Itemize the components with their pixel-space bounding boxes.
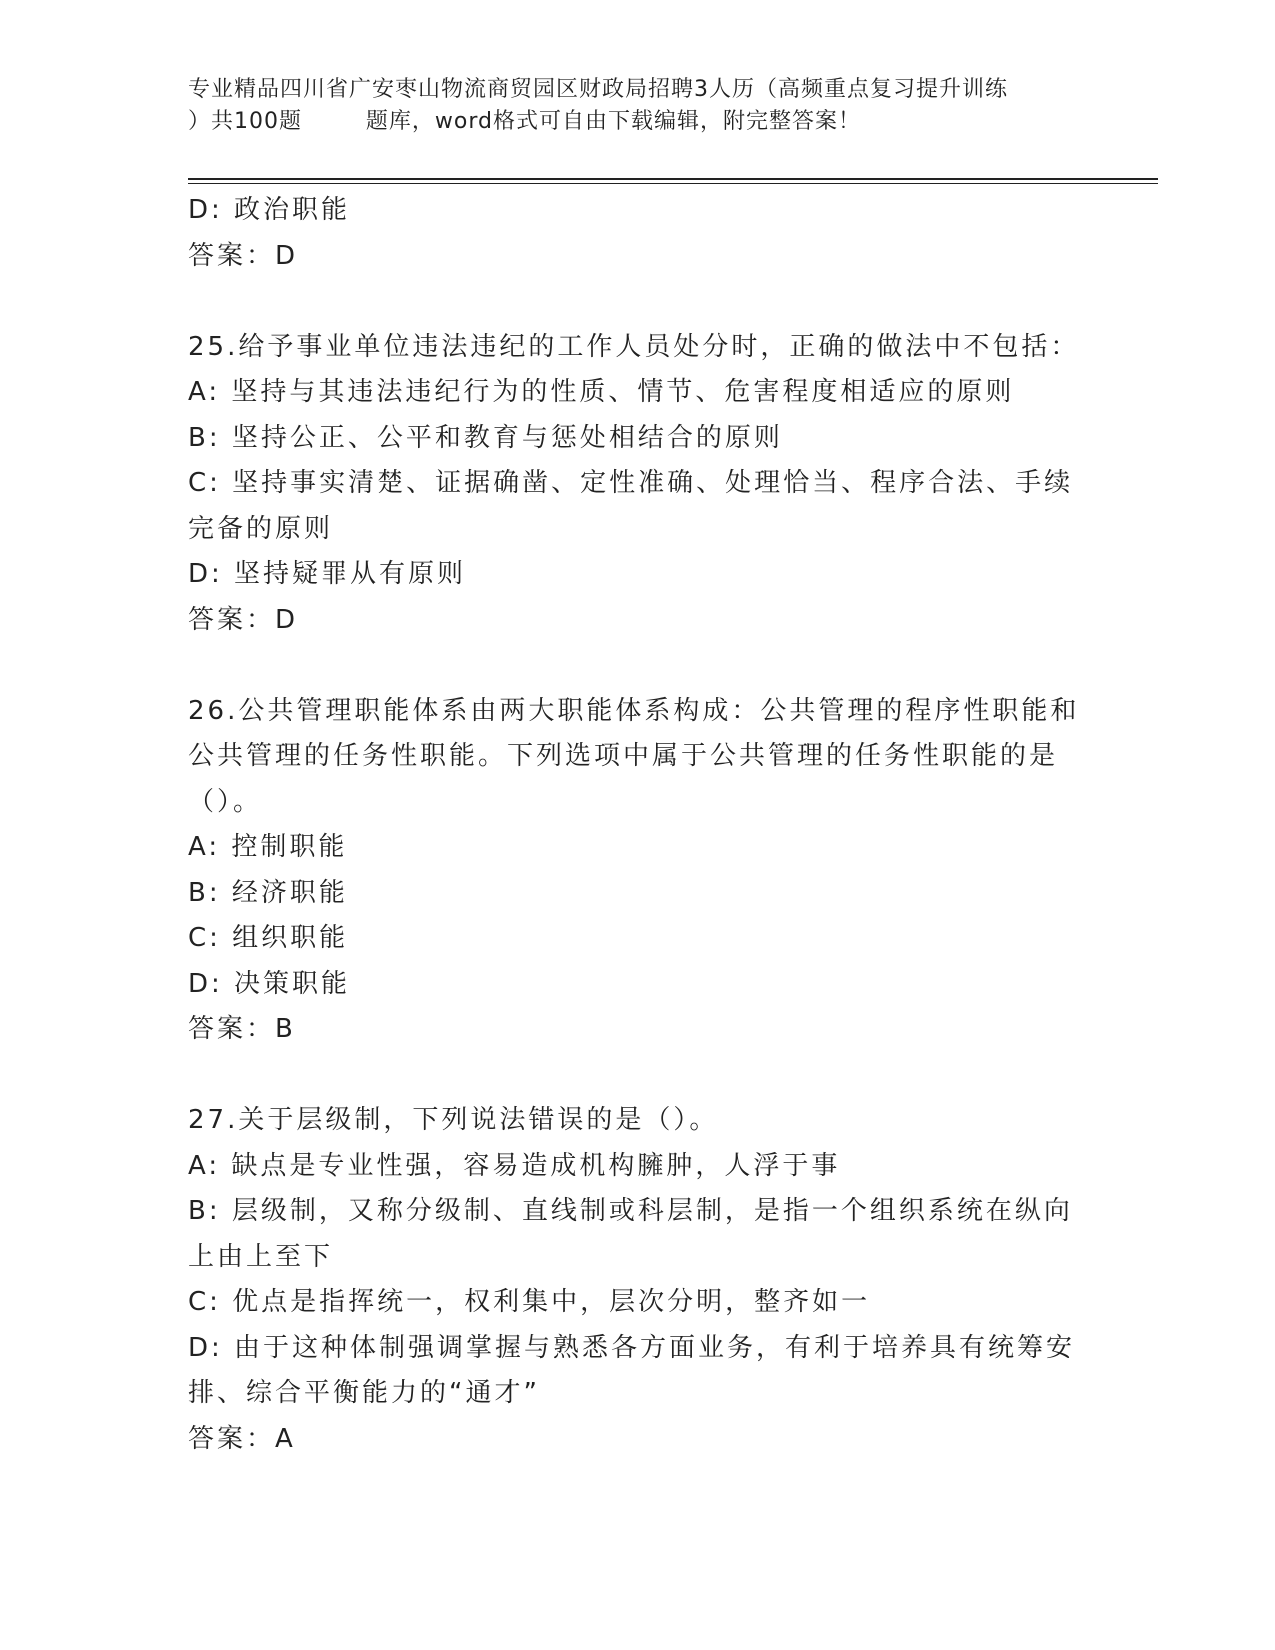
option-c-line-2: 完备的原则 [188,513,334,544]
option-a: A: 控制职能 [188,832,348,862]
question-stem: 25.给予事业单位违法违纪的工作人员处分时，正确的做法中不包括： [188,331,1080,362]
question-stem-line-3: （）。 [188,786,263,817]
header-rule-thin [188,183,1158,184]
question-stem-line-2: 公共管理的任务性职能。下列选项中属于公共管理的任务性职能的是 [188,741,1059,771]
spacer [188,1053,1088,1099]
option-d-line-2: 排、综合平衡能力的“通才” [188,1378,540,1408]
option-d: D: 政治职能 [188,195,351,225]
option-b-line-1: B: 层级制，又称分级制、直线制或科层制，是指一个组织系统在纵向 [188,1196,1073,1226]
question-26 [188,689,1088,1053]
option-a: A: 缺点是专业性强，容易造成机构臃肿，人浮于事 [188,1150,841,1181]
spacer [188,643,1088,689]
question-25 [188,325,1088,644]
option-d-line-1: D: 由于这种体制强调掌握与熟悉各方面业务，有利于培养具有统筹安 [188,1332,1076,1363]
page-header [188,74,1088,138]
answer-line: 答案：A [188,1423,296,1454]
option-d: D: 决策职能 [188,968,351,999]
header-line-1: 专业精品四川省广安枣山物流商贸园区财政局招聘3人历（高频重点复习提升训练 [188,77,1008,102]
option-d: D: 坚持疑罪从有原则 [188,559,467,589]
spacer [188,279,1088,325]
option-a: A: 坚持与其违法违纪行为的性质、情节、危害程度相适应的原则 [188,377,1015,407]
option-c: C: 优点是指挥统一，权利集中，层次分明，整齐如一 [188,1287,871,1317]
answer-line: 答案：B [188,1014,296,1044]
option-c: C: 组织职能 [188,923,349,953]
question-27 [188,1098,1088,1462]
option-b: B: 经济职能 [188,877,348,908]
header-line-2: ）共100题 题库，word格式可自由下载编辑，附完整答案！ [188,109,862,134]
option-b: B: 坚持公正、公平和教育与惩处相结合的原则 [188,422,783,453]
header-rule-thick [188,178,1158,180]
question-stem: 27.关于层级制，下列说法错误的是（）。 [188,1105,719,1135]
answer-line: 答案：D [188,604,299,635]
option-b-line-2: 上由上至下 [188,1241,334,1272]
previous-question-tail [188,188,1088,279]
option-c-line-1: C: 坚持事实清楚、证据确凿、定性准确、处理恰当、程序合法、手续 [188,468,1074,498]
question-stem-line-1: 26.公共管理职能体系由两大职能体系构成：公共管理的程序性职能和 [188,695,1080,726]
answer-line: 答案：D [188,240,299,271]
question-content [188,188,1088,1462]
